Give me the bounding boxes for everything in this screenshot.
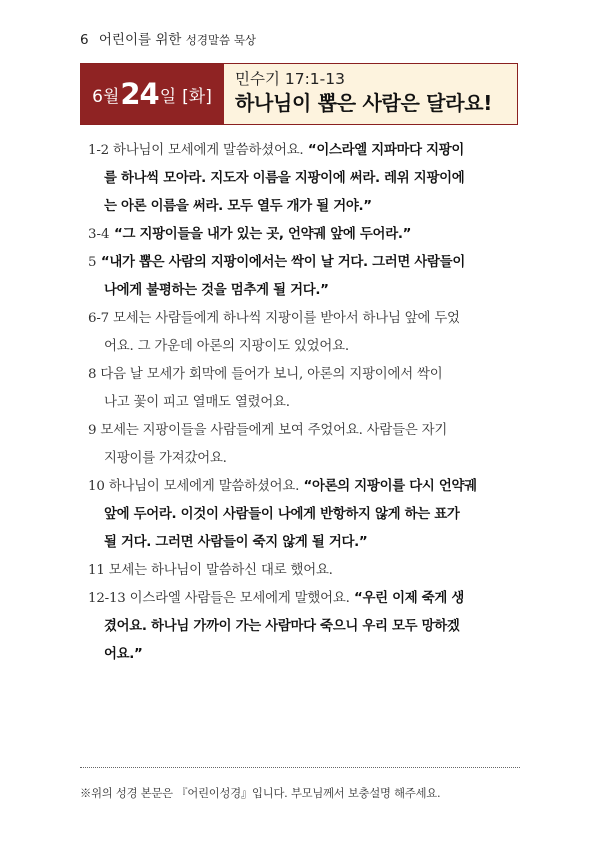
verse-12-13-line3: 어요.” — [104, 647, 143, 662]
verse-1-2-quote: “이스라엘 지파마다 지팡이 — [303, 143, 465, 158]
verse-12-13-line2: 겼어요. 하나님 가까이 가는 사람마다 죽으니 우리 모두 망하겠 — [104, 619, 460, 634]
verse-1-2-line3: 는 아론 이름을 써라. 모두 열두 개가 될 거야.” — [104, 199, 372, 214]
verse-11-line1: 11 모세는 하나님이 말씀하신 대로 했어요. — [88, 563, 333, 578]
title-box — [80, 63, 518, 125]
verse-3-4-quote: “그 지팡이들을 내가 있는 곳, 언약궤 앞에 두어라.” — [109, 227, 412, 242]
verse-list — [88, 137, 528, 669]
verse-8-line1: 8 다음 날 모세가 회막에 들어가 보니, 아론의 지팡이에서 싹이 — [88, 367, 443, 382]
verse-9-line2: 지팡이를 가져갔어요. — [104, 451, 227, 466]
verse-12-13-intro: 12-13 이스라엘 사람들은 모세에게 말했어요. — [88, 591, 350, 606]
date-block — [80, 64, 224, 124]
scripture-reference: 민수기 17:1-13 — [235, 70, 345, 88]
verse-12-13 — [88, 585, 528, 669]
verse-9 — [88, 417, 528, 473]
date-day-suffix: 일 — [159, 86, 177, 107]
verse-10-line3: 될 거다. 그러면 사람들이 죽지 않게 될 거다.” — [104, 535, 368, 550]
page-title: 하나님이 뽑은 사람은 달라요! — [235, 91, 493, 115]
verse-9-line1: 9 모세는 지팡이들을 사람들에게 보여 주었어요. 사람들은 자기 — [88, 423, 448, 438]
verse-5 — [88, 249, 528, 305]
page-number: 6 — [80, 32, 89, 48]
verse-12-13-quote: “우린 이제 죽게 생 — [349, 591, 465, 606]
verse-8-line2: 나고 꽃이 피고 열매도 열렸어요. — [104, 395, 290, 410]
verse-5-number: 5 — [88, 255, 97, 270]
verse-3-4-number: 3-4 — [88, 227, 110, 242]
date-month: 6월 — [92, 86, 120, 107]
verse-10-quote: “아론의 지팡이를 다시 언약궤 — [299, 479, 477, 494]
verse-3-4 — [88, 221, 528, 249]
verse-6-7 — [88, 305, 528, 361]
running-header — [80, 28, 256, 48]
verse-11 — [88, 557, 528, 585]
verse-1-2 — [88, 137, 528, 221]
verse-8 — [88, 361, 528, 417]
verse-5-line2: 나에게 불평하는 것을 멈추게 될 거다.” — [104, 283, 329, 298]
title-text-area — [224, 64, 517, 124]
verse-6-7-line1: 6-7 모세는 사람들에게 하나씩 지팡이를 받아서 하나님 앞에 두었 — [88, 311, 460, 326]
verse-6-7-line2: 어요. 그 가운데 아론의 지팡이도 있었어요. — [104, 339, 349, 354]
date-day: 24 — [120, 77, 159, 111]
footnote: ※위의 성경 본문은 『어린이성경』입니다. 부모님께서 보충설명 해주세요. — [80, 787, 441, 800]
footnote-divider — [80, 767, 520, 768]
verse-10-line2: 앞에 두어라. 이것이 사람들이 나에게 반항하지 않게 하는 표가 — [104, 507, 460, 522]
verse-10-intro: 10 하나님이 모세에게 말씀하셨어요. — [88, 479, 300, 494]
verse-5-line1: “내가 뽑은 사람의 지팡이에서는 싹이 날 거다. 그러면 사람들이 — [96, 255, 465, 270]
verse-1-2-intro: 1-2 하나님이 모세에게 말씀하셨어요. — [88, 143, 304, 158]
date-weekday: [화] — [182, 86, 212, 107]
book-subtitle: 성경말씀 묵상 — [185, 33, 257, 47]
verse-1-2-line2: 를 하나씩 모아라. 지도자 이름을 지팡이에 써라. 레위 지팡이에 — [104, 171, 465, 186]
verse-10 — [88, 473, 528, 557]
book-title: 어린이를 위한 — [98, 32, 182, 48]
